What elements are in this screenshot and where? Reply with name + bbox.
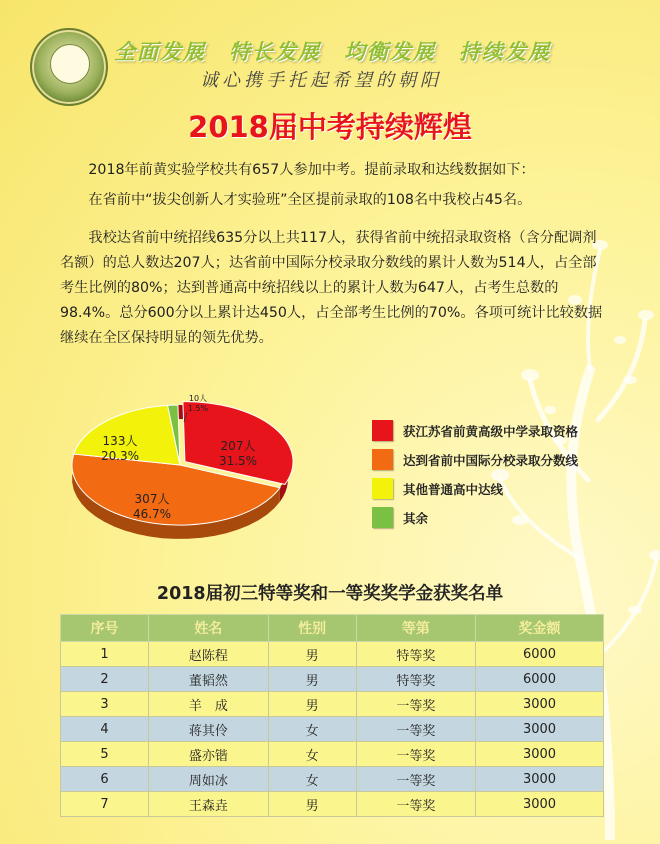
admission-pie-chart — [60, 390, 350, 550]
table-row — [61, 667, 604, 692]
cell-gender: 男 — [268, 792, 356, 817]
legend-label: 获江苏省前黄高级中学录取资格 — [403, 423, 579, 439]
cell-index: 3 — [61, 692, 149, 717]
column-header: 序号 — [61, 615, 149, 642]
cell-name: 盛亦锴 — [149, 742, 268, 767]
column-header: 奖金额 — [476, 615, 604, 642]
cell-index: 2 — [61, 667, 149, 692]
cell-name: 董韬然 — [149, 667, 268, 692]
cell-grade: 一等奖 — [356, 792, 475, 817]
page-title: 2018届中考持续辉煌 — [188, 110, 472, 144]
table-row — [61, 642, 604, 667]
cell-grade: 一等奖 — [356, 717, 475, 742]
award-table — [60, 614, 604, 817]
pie-percent-label: 46.7% — [132, 507, 172, 521]
cell-index: 4 — [61, 717, 149, 742]
table-row — [61, 792, 604, 817]
cell-index: 5 — [61, 742, 149, 767]
column-header: 姓名 — [149, 615, 268, 642]
column-header: 性别 — [268, 615, 356, 642]
cell-amount: 3000 — [476, 742, 604, 767]
cell-index: 1 — [61, 642, 149, 667]
pie-count-label: 307人 — [134, 492, 170, 506]
table-row — [61, 767, 604, 792]
cell-gender: 女 — [268, 717, 356, 742]
cell-grade: 特等奖 — [356, 642, 475, 667]
header-motto: 诚心携手托起希望的朝阳 — [200, 70, 442, 91]
award-table-title: 2018届初三特等奖和一等奖奖学金获奖名单 — [156, 584, 504, 604]
legend-item — [372, 478, 578, 499]
cell-gender: 男 — [268, 667, 356, 692]
cell-index: 6 — [61, 767, 149, 792]
pie-count-label: 10人 — [188, 394, 208, 403]
legend-item — [372, 449, 578, 470]
cell-gender: 女 — [268, 742, 356, 767]
cell-amount: 6000 — [476, 642, 604, 667]
cell-grade: 特等奖 — [356, 667, 475, 692]
cell-name: 王森垚 — [149, 792, 268, 817]
school-logo — [30, 28, 108, 106]
legend-label: 达到省前中国际分校录取分数线 — [403, 452, 579, 468]
intro-paragraph: 2018年前黄实验学校共有657人参加中考。提前录取和达线数据如下： — [88, 162, 535, 178]
legend-swatch — [372, 478, 393, 499]
cell-gender: 男 — [268, 642, 356, 667]
pie-legend — [372, 420, 578, 536]
legend-label: 其他普通高中达线 — [403, 481, 504, 497]
cell-grade: 一等奖 — [356, 692, 475, 717]
cell-name: 蒋其伶 — [149, 717, 268, 742]
header-slogan: 全面发展 特长发展 均衡发展 持续发展 — [114, 40, 551, 64]
cell-amount: 3000 — [476, 767, 604, 792]
cell-grade: 一等奖 — [356, 767, 475, 792]
cell-grade: 一等奖 — [356, 742, 475, 767]
cell-amount: 3000 — [476, 792, 604, 817]
table-header-row — [61, 615, 604, 642]
pie-count-label: 207人 — [220, 439, 256, 453]
legend-label: 其余 — [403, 510, 429, 526]
early-admission-paragraph: 在省前中“拔尖创新人才实验班”全区提前录取的108名中我校占45名。 — [88, 192, 532, 208]
legend-swatch — [372, 420, 393, 441]
cell-gender: 男 — [268, 692, 356, 717]
legend-item — [372, 507, 578, 528]
pie-count-label: 133人 — [102, 434, 138, 448]
cell-amount: 3000 — [476, 717, 604, 742]
cell-amount: 6000 — [476, 667, 604, 692]
table-row — [61, 717, 604, 742]
cell-name: 赵陈程 — [149, 642, 268, 667]
cell-index: 7 — [61, 792, 149, 817]
table-row — [61, 742, 604, 767]
cell-amount: 3000 — [476, 692, 604, 717]
column-header: 等第 — [356, 615, 475, 642]
cell-name: 羊 成 — [149, 692, 268, 717]
table-row — [61, 692, 604, 717]
page-header — [0, 0, 660, 95]
school-logo-emblem — [50, 44, 90, 84]
cell-gender: 女 — [268, 767, 356, 792]
pie-percent-label: 1.5% — [187, 404, 209, 413]
cell-name: 周如冰 — [149, 767, 268, 792]
results-paragraph: 我校达省前中统招线635分以上共117人，获得省前中统招录取资格（含分配调剂名额）的总人数达207人；达省前中国际分校录取分数线的累计人数为514人，占全部考生比例的80%；达到普通高中统招线以上的累计人数为647人，占考生总数的98.4%。总分600分以上累计达450人，占全部考生比例的70%。各项可统计比较数据继续在全区保持明显的领先优势。 — [60, 230, 603, 346]
legend-swatch — [372, 449, 393, 470]
pie-percent-label: 31.5% — [218, 454, 258, 468]
legend-item — [372, 420, 578, 441]
pie-percent-label: 20.3% — [100, 449, 140, 463]
legend-swatch — [372, 507, 393, 528]
